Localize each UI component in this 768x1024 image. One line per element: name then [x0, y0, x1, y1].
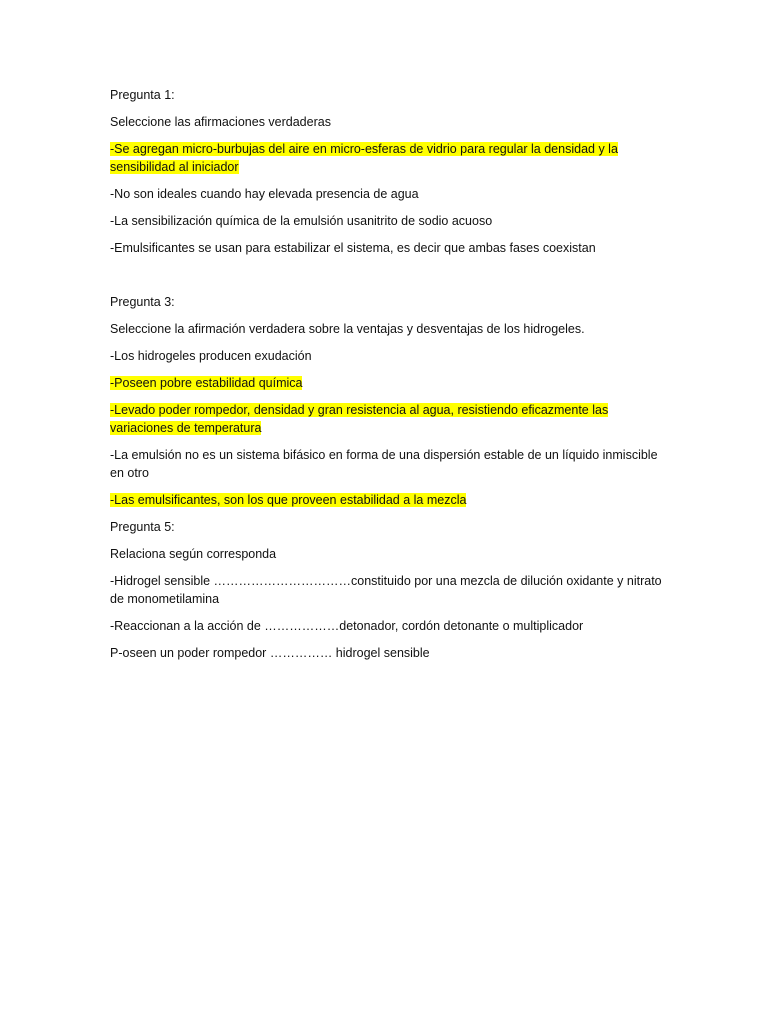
q1-option-3: -La sensibilización química de la emulsión usanitrito de sodio acuoso [110, 214, 493, 228]
q3-option-5 [110, 491, 670, 509]
q5-heading: Pregunta 5: [110, 520, 175, 534]
q5-line-2: -Reaccionan a la acción de ………………detonador, cordón detonante o multiplicador [110, 619, 584, 633]
q1-option-1 [110, 140, 670, 176]
highlighted-text: -Levado poder rompedor, densidad y gran resistencia al agua, resistiendo eficazmente las variaciones de temperatura [110, 403, 609, 435]
q1-heading: Pregunta 1: [110, 88, 175, 102]
q3-prompt: Seleccione la afirmación verdadera sobre la ventajas y desventajas de los hidrogeles. [110, 322, 585, 336]
q3-option-1: -Los hidrogeles producen exudación [110, 349, 312, 363]
q3-option-4: -La emulsión no es un sistema bifásico en forma de una dispersión estable de un líquido inmiscible en otro [110, 448, 658, 480]
q3-option-3 [110, 401, 670, 437]
highlighted-text: -Poseen pobre estabilidad química [110, 376, 303, 390]
highlighted-text: -Se agregan micro-burbujas del aire en micro-esferas de vidrio para regular la densidad y la sensibilidad al iniciador [110, 142, 618, 174]
q1-prompt: Seleccione las afirmaciones verdaderas [110, 115, 331, 129]
section-spacer [110, 266, 670, 293]
document-content [110, 86, 670, 671]
q5-line-3: P-oseen un poder rompedor …………… hidrogel sensible [110, 646, 430, 660]
q5-line-1: -Hidrogel sensible ……………………………constituido por una mezcla de dilución oxidante y nitrato de monometilamina [110, 574, 662, 606]
q3-option-2 [110, 374, 670, 392]
q1-option-4: -Emulsificantes se usan para estabilizar el sistema, es decir que ambas fases coexistan [110, 241, 596, 255]
q1-option-2: -No son ideales cuando hay elevada presencia de agua [110, 187, 419, 201]
q5-prompt: Relaciona según corresponda [110, 547, 277, 561]
highlighted-text: -Las emulsificantes, son los que proveen estabilidad a la mezcla [110, 493, 467, 507]
q3-heading: Pregunta 3: [110, 295, 175, 309]
